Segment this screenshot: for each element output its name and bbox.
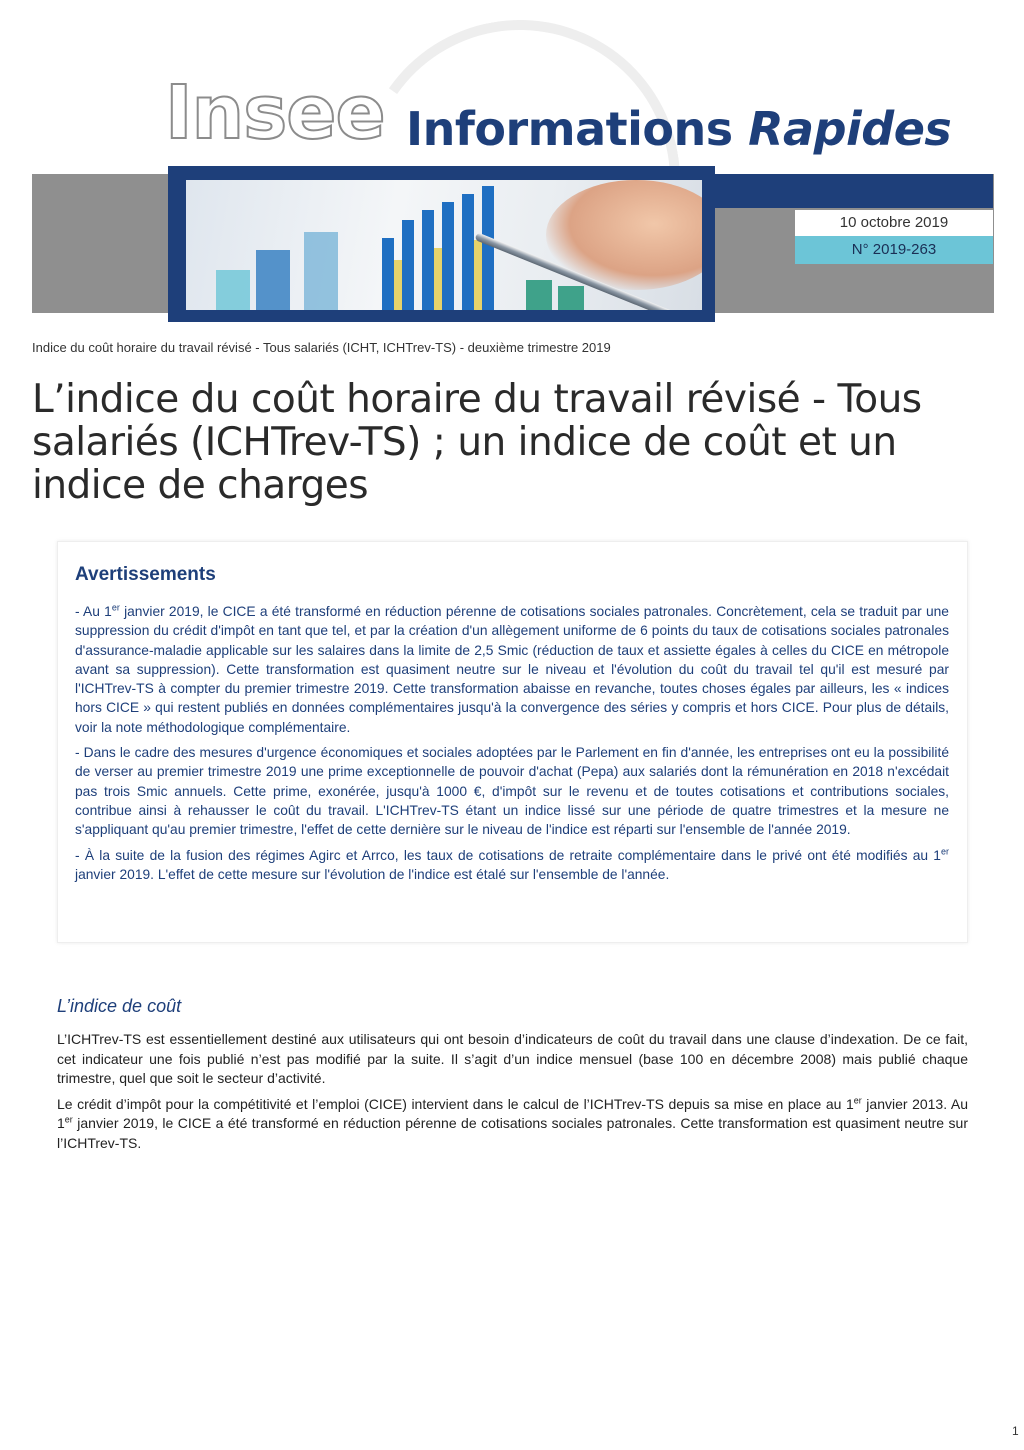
warning-paragraph: - À la suite de la fusion des régimes Agirc et Arrco, les taux de cotisations de retraite complémentaire dans le privé ont été modifiés au 1er janvier 2019. L'effet de cette mesure sur l'évolution de l'indice est étalé sur l'ensemble de l'année. [75,845,949,882]
photo-bar [382,238,394,310]
insee-logo: Insee [165,70,385,156]
chart-photo [186,180,702,310]
photo-bar [402,220,414,310]
header-photo-frame [168,166,715,322]
publication-number: N° 2019-263 [795,236,993,264]
warning-paragraph: - Dans le cadre des mesures d'urgence économiques et sociales adoptées par le Parlement en fin d'année, les entreprises ont eu la possibilité de verser au premier trimestre 2019 une prime exceptionnelle de pouvoir d'achat (Pepa) aux salariés dont la rémunération en 2018 n'excédait pas trois Smic annuels. Cette prime, exonérée, jusqu'à 1000 €, d'impôt sur le revenu et de toutes cotisations et contributions sociales, contribue ainsi à rehausser le coût du travail. L'ICHTrev-TS étant un indice lissé sur une période de quatre trimestres et la mesure ne s'appliquant qu'au premier trimestre, l'effet de cette dernière sur le niveau de l'indice est réparti sur l'ensemble de l'année 2019. [75,745,949,838]
photo-bar [558,286,584,310]
header-blue-strip [705,174,993,208]
warnings-box [57,541,968,943]
warnings-heading: Avertissements [75,564,216,585]
photo-bar [434,248,442,310]
section-heading: L’indice de coût [57,996,182,1016]
page-title: L’indice du coût horaire du travail révisé - Tous salariés (ICHTrev-TS) ; un indice de coût et un indice de charges [32,377,922,508]
publication-title: Informations Rapides [406,102,952,156]
breadcrumb: Indice du coût horaire du travail révisé - Tous salariés (ICHT, ICHTrev-TS) - deuxième trimestre 2019 [32,340,611,355]
page-number: 1 [1012,1424,1019,1438]
photo-bar [216,270,250,310]
photo-bar [442,202,454,310]
photo-bar [422,210,434,310]
photo-bar [256,250,290,310]
body-paragraph: Le crédit d’impôt pour la compétitivité et l’emploi (CICE) intervient dans le calcul de l’ICHTrev-TS depuis sa mise en place au 1er janvier 2013. Au 1er janvier 2019, le CICE a été transformé en réduction pérenne de cotisations sociales patronales. Cette transformation est quasiment neutre sur l’ICHTrev-TS. [57,1094,969,1151]
photo-bar [304,232,338,310]
body-paragraph: L’ICHTrev-TS est essentiellement destiné aux utilisateurs qui ont besoin d’indicateurs de coût du travail dans une clause d’indexation. De ce fait, cet indicateur une fois publié n’est pas modifié par la suite. Il s’agit d’un indice mensuel (base 100 en décembre 2008) mais publié chaque trimestre, quel que soit le secteur d’activité. [57,1031,968,1086]
section-body [57,1030,968,1159]
photo-bar [394,260,402,310]
photo-bar [526,280,552,310]
photo-bar [482,186,494,310]
warning-paragraph: - Au 1er janvier 2019, le CICE a été transformé en réduction pérenne de cotisations sociales patronales. Concrètement, cela se traduit par une suppression du crédit d'impôt en tant que tel, et par la création d'un allègement uniforme de 6 points du taux de cotisations sociales patronales d'assurance-maladie applicable sur les salaires dans la limite de 2,5 Smic (réduction de taux et assiette égales à celles du CICE en métropole avant sa suppression). Cette transformation est quasiment neutre sur le niveau et l'évolution du coût du travail tel qu'il est mesuré par l'ICHTrev-TS à compter du premier trimestre 2019. Cette transformation abaisse en revanche, toutes choses égales par ailleurs, les « indices hors CICE » qui restent publiés en données complémentaires jusqu'à la convergence des séries y compris et hors CICE. Pour plus de détails, voir la note méthodologique complémentaire. [75,602,949,735]
photo-bar [474,240,482,310]
photo-bar [462,194,474,310]
publication-date: 10 octobre 2019 [795,210,993,236]
